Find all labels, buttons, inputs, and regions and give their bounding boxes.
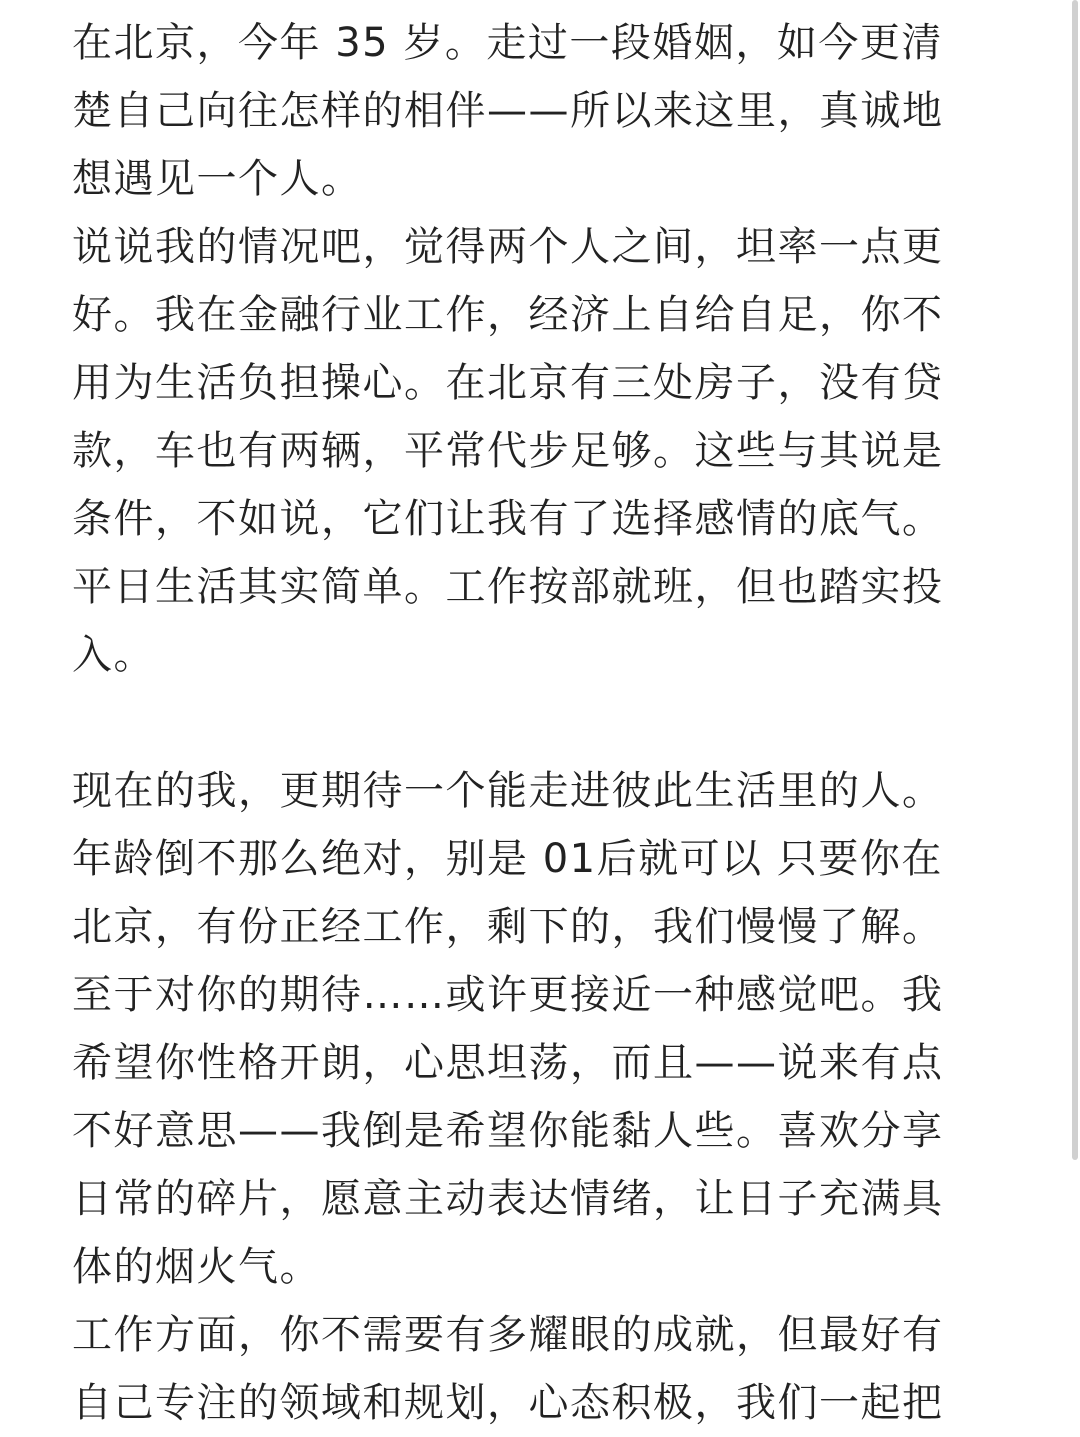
post-line: 说说我的情况吧，觉得两个人之间，坦率一点更 — [72, 224, 944, 270]
post-line: 入。 — [72, 632, 155, 678]
paragraph-gap — [72, 689, 1002, 757]
post-line: 北京，有份正经工作，剩下的，我们慢慢了解。 — [72, 904, 944, 950]
post-line: 在北京，今年 35 岁。走过一段婚姻，如今更清 — [72, 20, 943, 66]
post-line: 款，车也有两辆，平常代步足够。这些与其说是 — [72, 428, 944, 474]
post-line: 平日生活其实简单。工作按部就班，但也踏实投 — [72, 564, 944, 610]
post-line: 工作方面，你不需要有多耀眼的成就，但最好有 — [72, 1312, 944, 1358]
post-line: 条件，不如说，它们让我有了选择感情的底气。 — [72, 496, 944, 542]
post-line: 楚自己向往怎样的相伴——所以来这里，真诚地 — [72, 88, 944, 134]
post-line: 用为生活负担操心。在北京有三处房子，没有贷 — [72, 360, 944, 406]
post-line: 年龄倒不那么绝对，别是 01后就可以 只要你在 — [72, 836, 943, 882]
post-line: 体的烟火气。 — [72, 1244, 321, 1290]
post-body — [72, 9, 1002, 1437]
post-line: 现在的我，更期待一个能走进彼此生活里的人。 — [72, 768, 944, 814]
scrollbar[interactable] — [1072, 0, 1078, 1160]
post-line: 日常的碎片，愿意主动表达情绪，让日子充满具 — [72, 1176, 944, 1222]
post-line: 至于对你的期待……或许更接近一种感觉吧。我 — [72, 972, 944, 1018]
post-line: 想遇见一个人。 — [72, 156, 363, 202]
post-line: 不好意思——我倒是希望你能黏人些。喜欢分享 — [72, 1108, 944, 1154]
post-line: 希望你性格开朗，心思坦荡，而且——说来有点 — [72, 1040, 944, 1086]
post-line: 好。我在金融行业工作，经济上自给自足，你不 — [72, 292, 944, 338]
post-line: 自己专注的领域和规划，心态积极，我们一起把 — [72, 1380, 944, 1426]
